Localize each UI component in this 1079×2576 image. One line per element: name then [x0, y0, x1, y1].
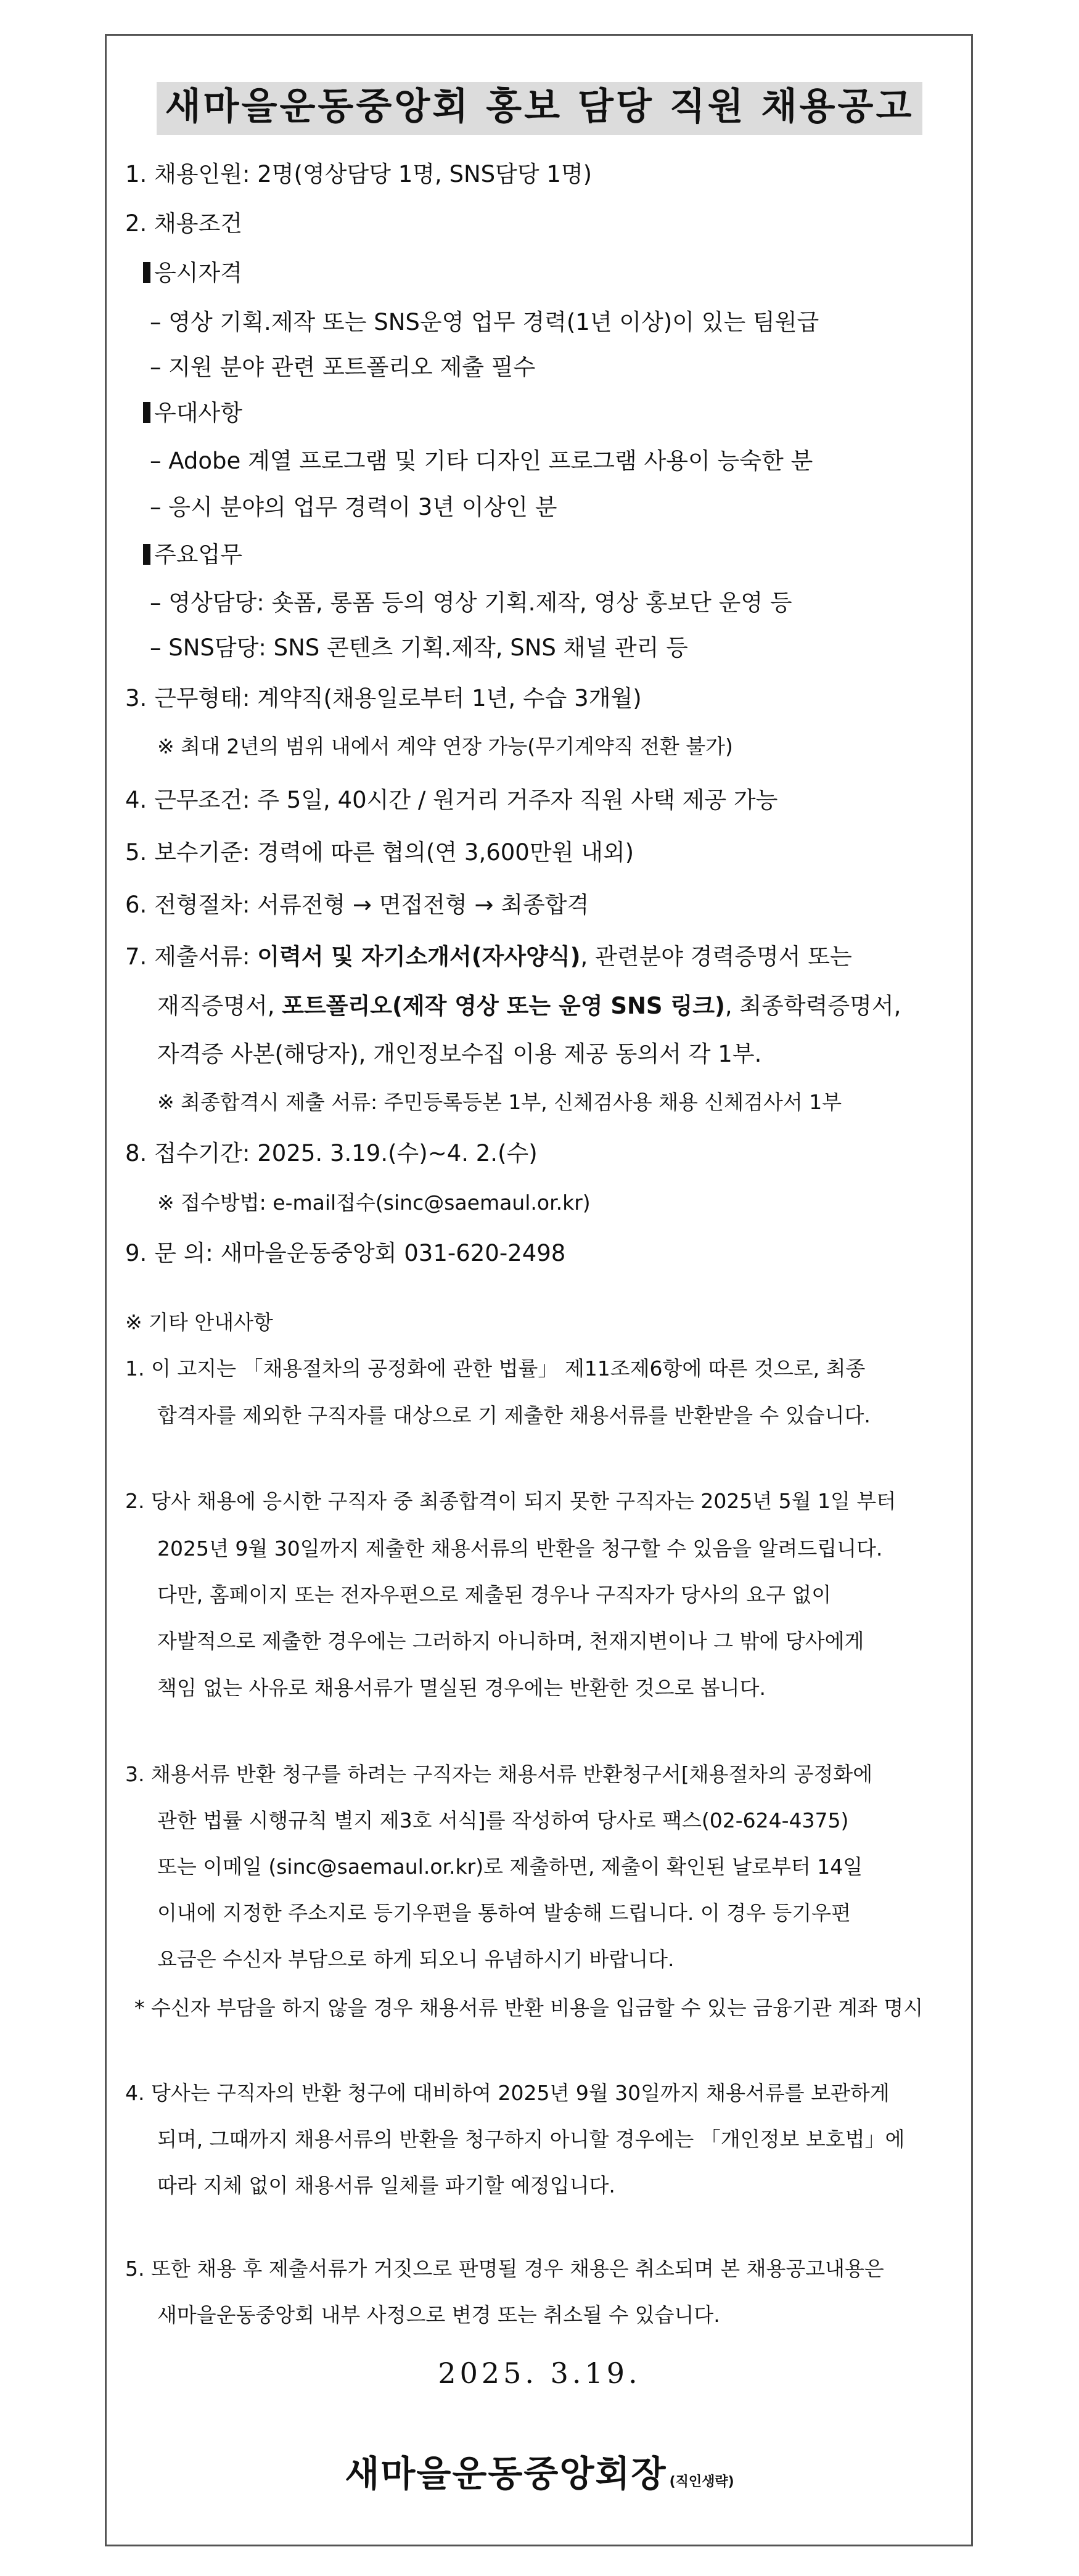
- issuer-name: 새마을운동중앙회장: [345, 2453, 667, 2495]
- note-3-line3: 또는 이메일 (sinc@saemaul.or.kr)로 제출하면, 제출이 확인된 날로부터 14일: [157, 1855, 863, 1879]
- item-6-process: 6. 전형절차: 서류전형 → 면접전형 → 최종합격: [125, 892, 589, 918]
- notes-heading: ※ 기타 안내사항: [125, 1310, 273, 1334]
- item-2-conditions: 2. 채용조건: [125, 210, 243, 237]
- qualification-heading-text: 응시자격: [154, 260, 242, 286]
- note-2-line3: 다만, 홈페이지 또는 전자우편으로 제출된 경우나 구직자가 당사의 요구 없이: [157, 1583, 832, 1607]
- item-8-note: ※ 접수방법: e-mail접수(sinc@saemaul.or.kr): [157, 1191, 591, 1215]
- item-5-salary: 5. 보수기준: 경력에 따른 협의(연 3,600만원 내외): [125, 839, 634, 866]
- item-7-portfolio-bold: 포트폴리오(제작 영상 또는 운영 SNS 링크): [282, 993, 725, 1019]
- seal-omitted-note: (직인생략): [669, 2474, 734, 2490]
- note-2-line1: 2. 당사 채용에 응시한 구직자 중 최종합격이 되지 못한 구직자는 2025년 5월 1일 부터: [125, 1489, 896, 1513]
- note-2-line2: 2025년 9월 30일까지 제출한 채용서류의 반환을 청구할 수 있음을 알려드립니다.: [157, 1536, 883, 1561]
- item-7-note: ※ 최종합격시 제출 서류: 주민등록등본 1부, 신체검사용 채용 신체검사서 1부: [157, 1090, 842, 1114]
- note-4-line3: 따라 지체 없이 채용서류 일체를 파기할 예정입니다.: [157, 2173, 615, 2197]
- preference-2: – 응시 분야의 업무 경력이 3년 이상인 분: [150, 494, 557, 520]
- note-1-line2: 합격자를 제외한 구직자를 대상으로 기 제출한 채용서류를 반환받을 수 있습니다.: [157, 1403, 871, 1427]
- note-4-line2: 되며, 그때까지 채용서류의 반환을 청구하지 아니할 경우에는 「개인정보 보호법」에: [157, 2127, 905, 2151]
- item-7-line2-a: 재직증명서,: [157, 993, 282, 1019]
- preference-1: – Adobe 계열 프로그램 및 기타 디자인 프로그램 사용이 능숙한 분: [150, 448, 813, 474]
- item-3-note: ※ 최대 2년의 범위 내에서 계약 연장 가능(무기계약직 전환 불가): [157, 734, 733, 758]
- document-title-wrap: [0, 82, 1079, 135]
- duty-heading-text: 주요업무: [154, 541, 242, 568]
- item-1-headcount: 1. 채용인원: 2명(영상담당 1명, SNS담당 1명): [125, 161, 593, 187]
- note-2-line5: 책임 없는 사유로 채용서류가 멸실된 경우에는 반환한 것으로 봅니다.: [157, 1676, 766, 1700]
- item-7-line1-rest: , 관련분야 경력증명서 또는: [580, 943, 852, 970]
- item-7-resume-bold: 이력서 및 자기소개서(자사양식): [257, 943, 581, 970]
- duty-2: – SNS담당: SNS 콘텐츠 기획.제작, SNS 채널 관리 등: [150, 634, 688, 661]
- note-5-line1: 5. 또한 채용 후 제출서류가 거짓으로 판명될 경우 채용은 취소되며 본 채용공고내용은: [125, 2257, 884, 2281]
- preference-heading-text: 우대사항: [154, 400, 242, 426]
- qualification-heading: [143, 255, 242, 292]
- item-8-application-period: 8. 접수기간: 2025. 3.19.(수)~4. 2.(수): [125, 1140, 538, 1167]
- square-bullet-icon: [143, 402, 150, 423]
- note-4-line1: 4. 당사는 구직자의 반환 청구에 대비하여 2025년 9월 30일까지 채용서류를 보관하게: [125, 2081, 890, 2105]
- duty-1: – 영상담당: 숏폼, 롱폼 등의 영상 기획.제작, 영상 홍보단 운영 등: [150, 589, 792, 616]
- qualification-1: – 영상 기획.제작 또는 SNS운영 업무 경력(1년 이상)이 있는 팀원급: [150, 309, 819, 335]
- square-bullet-icon: [143, 262, 150, 283]
- item-7-prefix: 7. 제출서류:: [125, 943, 258, 970]
- note-3-footnote: * 수신자 부담을 하지 않을 경우 채용서류 반환 비용을 입금할 수 있는 금융기관 계좌 명시: [134, 1996, 924, 2020]
- note-3-line4: 이내에 지정한 주소지로 등기우편을 통하여 발송해 드립니다. 이 경우 등기우편: [157, 1901, 851, 1925]
- square-bullet-icon: [143, 544, 150, 565]
- note-3-line1: 3. 채용서류 반환 청구를 하려는 구직자는 채용서류 반환청구서[채용절차의 공정화에: [125, 1762, 873, 1786]
- item-7-documents-line2: [157, 988, 901, 1025]
- signature-block: [0, 2445, 1079, 2496]
- document-title: 새마을운동중앙회 홍보 담당 직원 채용공고: [157, 82, 923, 135]
- note-1-line1: 1. 이 고지는 「채용절차의 공정화에 관한 법률」 제11조제6항에 따른 것으로, 최종: [125, 1356, 866, 1380]
- preference-heading: [143, 395, 242, 432]
- item-4-work-conditions: 4. 근무조건: 주 5일, 40시간 / 원거리 거주자 직원 사택 제공 가능: [125, 787, 778, 813]
- item-7-line2-c: , 최종학력증명서,: [724, 993, 901, 1019]
- note-3-line2: 관한 법률 시행규칙 별지 제3호 서식]를 작성하여 당사로 팩스(02-624-4375): [157, 1808, 849, 1832]
- note-5-line2: 새마을운동중앙회 내부 사정으로 변경 또는 취소될 수 있습니다.: [157, 2303, 720, 2327]
- duty-heading: [143, 536, 242, 573]
- issue-date: 2025. 3.19.: [438, 2357, 641, 2390]
- qualification-2: – 지원 분야 관련 포트폴리오 제출 필수: [150, 354, 536, 380]
- item-7-documents-line3: 자격증 사본(해당자), 개인정보수집 이용 제공 동의서 각 1부.: [157, 1041, 762, 1067]
- item-7-documents-line1: [125, 938, 852, 975]
- item-9-contact: 9. 문 의: 새마을운동중앙회 031-620-2498: [125, 1240, 566, 1266]
- note-2-line4: 자발적으로 제출한 경우에는 그러하지 아니하며, 천재지변이나 그 밖에 당사에게: [157, 1629, 864, 1653]
- item-3-employment-type: 3. 근무형태: 계약직(채용일로부터 1년, 수습 3개월): [125, 685, 642, 712]
- note-3-line5: 요금은 수신자 부담으로 하게 되오니 유념하시기 바랍니다.: [157, 1947, 675, 1971]
